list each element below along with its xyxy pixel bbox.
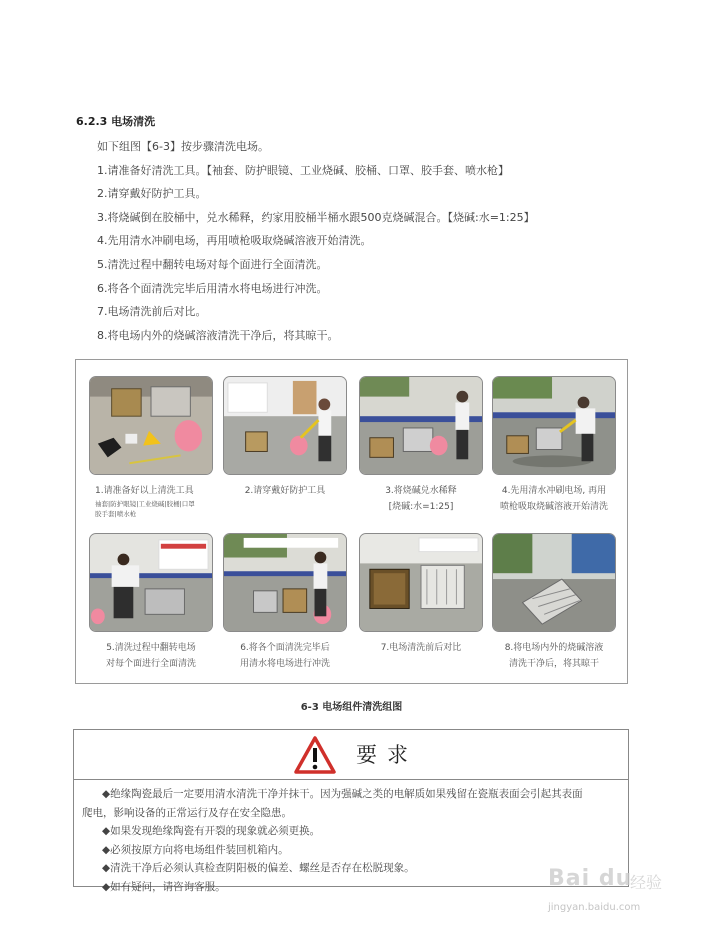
- requirements-list: [74, 780, 628, 896]
- section-heading: 6.2.3 电场清洗: [76, 115, 156, 128]
- figure-caption: 6-3 电场组件清洗组图: [300, 702, 403, 713]
- requirements-box: [73, 729, 629, 893]
- gallery-caption-8: 8.将电场内外的烧碱溶液 清洗干净后，将其晾干: [504, 643, 604, 669]
- step-list: [97, 135, 677, 347]
- photo-rinse-and-spray: [492, 376, 616, 475]
- requirement-item-1-cont: 爬电，影响设备的正常运行及存在安全隐患。: [82, 806, 292, 819]
- step-1: 1.请准备好清洗工具。【袖套、防护眼镜、工业烧碱、胶桶、口罩、胶手套、喷水枪】: [97, 163, 509, 177]
- requirement-item-5: ◆如有疑问，请咨询客服。: [102, 880, 226, 893]
- gallery-cell-3: [359, 376, 483, 515]
- gallery-cell-6: [223, 533, 347, 672]
- requirement-item-4: ◆清洗干净后必须认真检查阴阳极的偏差、螺丝是否存在松脱现象。: [102, 862, 415, 874]
- baidu-watermark: [548, 866, 698, 936]
- step-6: 6.将各个面清洗完毕后用清水将电场进行冲洗。: [97, 281, 328, 295]
- photo-cleaning-tools: [89, 376, 213, 475]
- step-8: 8.将电场内外的烧碱溶液清洗干净后，将其晾干。: [97, 328, 339, 342]
- watermark-logo: Bai du: [548, 866, 633, 891]
- requirements-title: 要求: [356, 743, 418, 767]
- photo-before-after-comparison: [359, 533, 483, 632]
- step-7: 7.电场清洗前后对比。: [97, 305, 207, 319]
- step-4: 4.先用清水冲刷电场，再用喷枪吸取烧碱溶液开始清洗。: [97, 234, 372, 248]
- gallery-cell-7: [359, 533, 483, 656]
- requirement-item-2: ◆如果发现绝缘陶瓷有开裂的现象就必须更换。: [102, 825, 321, 837]
- watermark-suffix: 经验: [630, 873, 663, 892]
- gallery-caption-5: 5.清洗过程中翻转电场 对每个面进行全面清洗: [105, 643, 196, 669]
- watermark-url: jingyan.baidu.com: [548, 902, 641, 913]
- gallery-caption-2: 2.请穿戴好防护工具: [244, 486, 326, 496]
- photo-final-rinse: [223, 533, 347, 632]
- gallery-caption-7: 7.电场清洗前后对比: [380, 643, 462, 653]
- gallery-caption-1: 1.请准备好以上清洗工具 袖套|防护眼镜|工业烧碱|胶桶|口罩 胶手套|喷水枪: [95, 486, 195, 518]
- gallery-cell-1: [89, 376, 213, 519]
- gallery-cell-2: [223, 376, 347, 499]
- photo-protective-gear: [223, 376, 347, 475]
- gallery-caption-4: 4.先用清水冲刷电场, 再用 喷枪吸取烧碱溶液开始清洗: [499, 486, 608, 512]
- gallery-cell-4: [492, 376, 616, 515]
- gallery-cell-8: [492, 533, 616, 672]
- step-2: 2.请穿戴好防护工具。: [97, 187, 207, 201]
- gallery-cell-5: [89, 533, 213, 672]
- requirements-header: [74, 730, 628, 780]
- photo-air-dry: [492, 533, 616, 632]
- gallery-caption-6: 6.将各个面清洗完毕后 用清水将电场进行冲洗: [239, 643, 330, 669]
- step-intro: 如下组图【6-3】按步骤清洗电场。: [97, 140, 269, 153]
- requirement-item-1: ◆绝缘陶瓷最后一定要用清水清洗干净并抹干。因为强碱之类的电解质如果残留在瓷瓶表面会引起其表面: [102, 788, 583, 800]
- requirement-item-3: ◆必须按原方向将电场组件装回机箱内。: [102, 843, 289, 856]
- photo-dilute-caustic-soda: [359, 376, 483, 475]
- step-5: 5.清洗过程中翻转电场对每个面进行全面清洗。: [97, 257, 328, 271]
- gallery-caption-3: 3.将烧碱兑水稀释 [烧碱:水=1:25]: [385, 486, 457, 512]
- warning-icon: [294, 736, 336, 774]
- photo-flip-and-clean: [89, 533, 213, 632]
- cleaning-photo-gallery: [75, 359, 628, 684]
- step-3: 3.将烧碱倒在胶桶中，兑水稀释，约家用胶桶半桶水跟500克烧碱混合。【烧碱:水=1:25】: [97, 210, 535, 224]
